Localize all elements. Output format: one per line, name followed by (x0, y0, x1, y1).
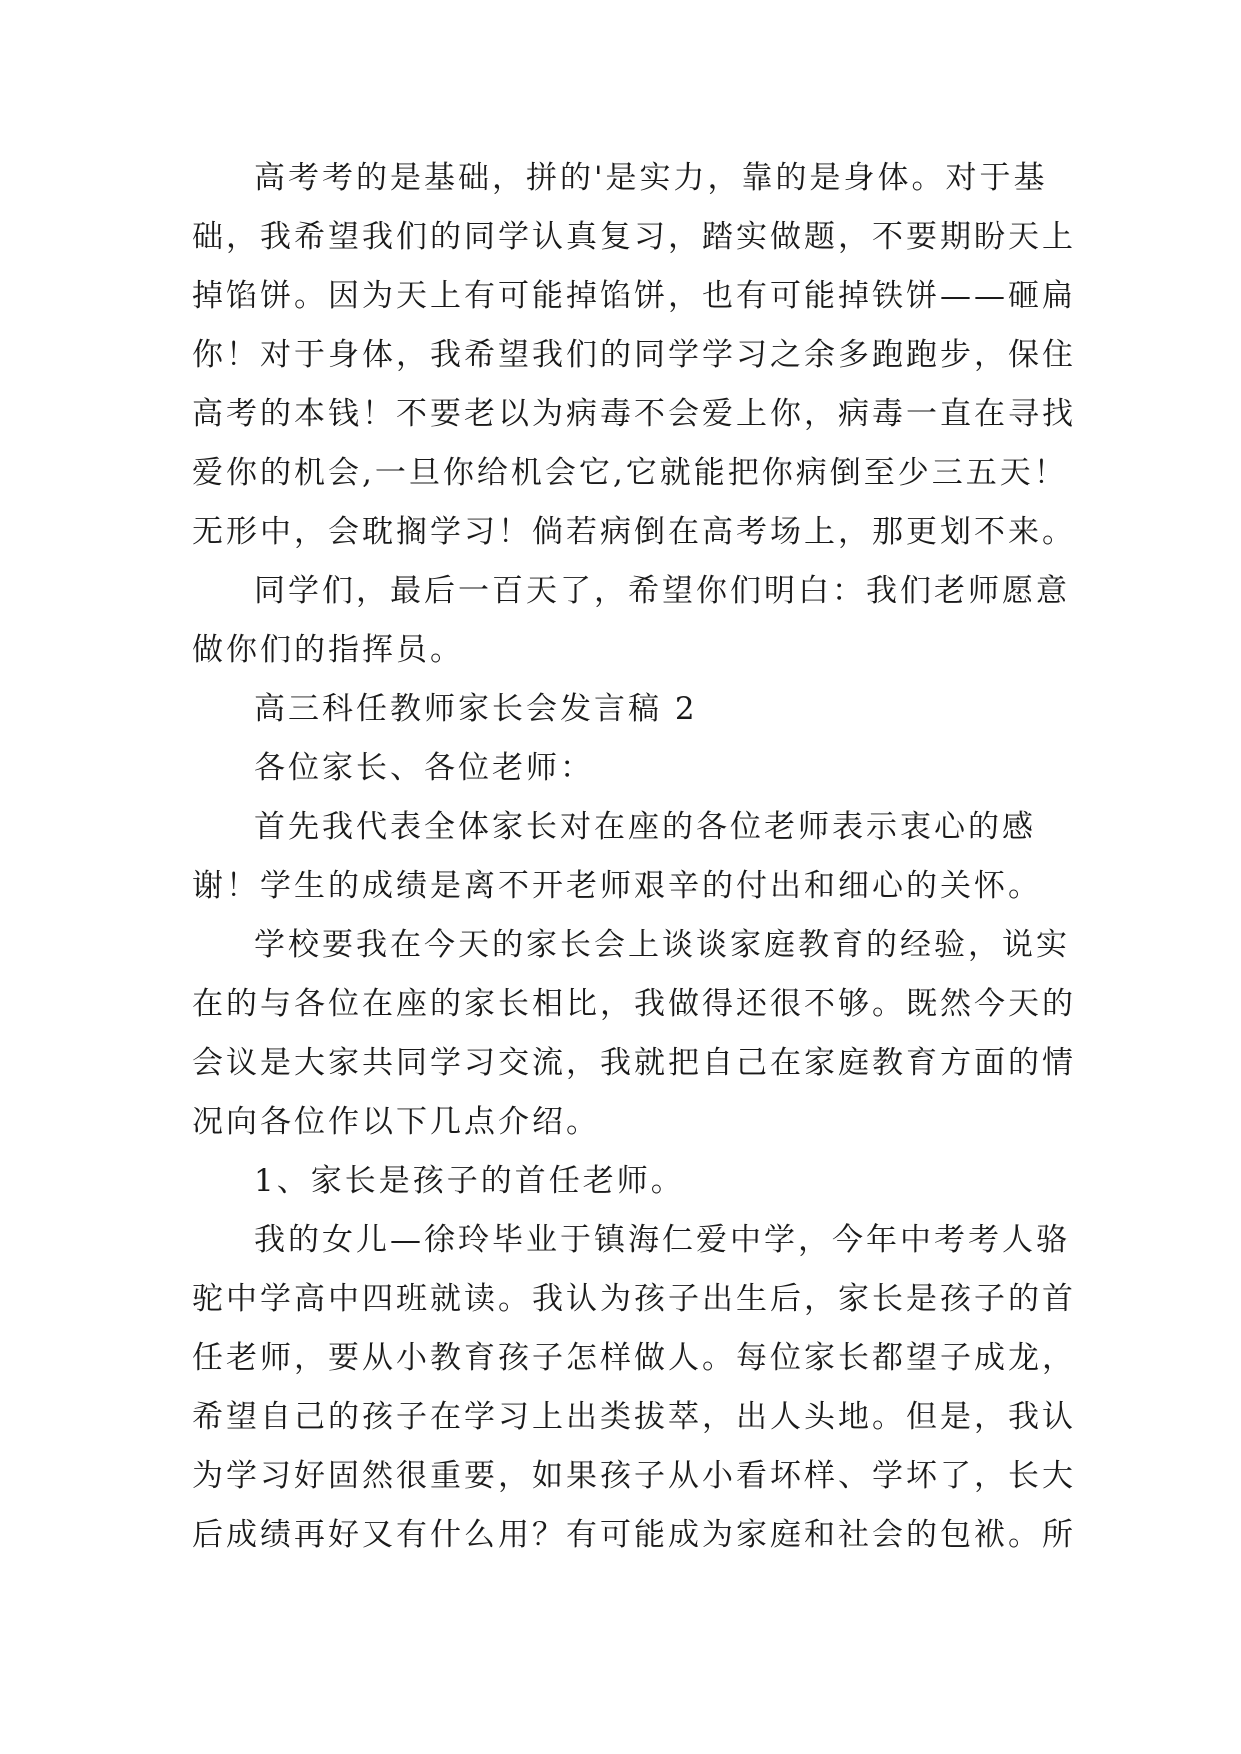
paragraph-line: 会议是大家共同学习交流，我就把自己在家庭教育方面的情 (192, 1045, 1076, 1081)
paragraph-line: 后成绩再好又有什么用？有可能成为家庭和社会的包袱。所 (192, 1517, 1076, 1553)
paragraph-line: 为学习好固然很重要，如果孩子从小看坏样、学坏了，长大 (192, 1458, 1076, 1494)
paragraph-line: 在的与各位在座的家长相比，我做得还很不够。既然今天的 (192, 986, 1076, 1022)
paragraph-line: 掉馅饼。因为天上有可能掉馅饼，也有可能掉铁饼——砸扁 (192, 278, 1076, 314)
paragraph-line: 驼中学高中四班就读。我认为孩子出生后，家长是孩子的首 (192, 1281, 1076, 1317)
paragraph-line: 做你们的指挥员。 (192, 632, 464, 668)
paragraph-line: 况向各位作以下几点介绍。 (192, 1104, 600, 1140)
paragraph-line: 你！对于身体，我希望我们的同学学习之余多跑跑步，保住 (192, 337, 1076, 373)
paragraph-line: 我的女儿—徐玲毕业于镇海仁爱中学，今年中考考人骆 (254, 1222, 1070, 1258)
paragraph-line: 同学们，最后一百天了，希望你们明白：我们老师愿意 (254, 573, 1070, 609)
paragraph-line: 希望自己的孩子在学习上出类拔萃，出人头地。但是，我认 (192, 1399, 1076, 1435)
paragraph-line: 爱你的机会,一旦你给机会它,它就能把你病倒至少三五天！ (192, 455, 1068, 491)
paragraph-line: 谢！学生的成绩是离不开老师艰辛的付出和细心的关怀。 (192, 868, 1042, 904)
paragraph-line: 首先我代表全体家长对在座的各位老师表示衷心的感 (254, 809, 1036, 845)
section-heading: 高三科任教师家长会发言稿 2 (254, 691, 698, 727)
numbered-point: 1、家长是孩子的首任老师。 (254, 1163, 685, 1199)
paragraph-line: 学校要我在今天的家长会上谈谈家庭教育的经验，说实 (254, 927, 1070, 963)
paragraph-line: 高考的本钱！不要老以为病毒不会爱上你，病毒一直在寻找 (192, 396, 1076, 432)
paragraph-line: 任老师，要从小教育孩子怎样做人。每位家长都望子成龙， (192, 1340, 1076, 1376)
salutation: 各位家长、各位老师： (254, 750, 594, 786)
paragraph-line: 无形中，会耽搁学习！倘若病倒在高考场上，那更划不来。 (192, 514, 1076, 550)
paragraph-line: 高考考的是基础，拼的'是实力，靠的是身体。对于基 (254, 160, 1048, 196)
paragraph-line: 础，我希望我们的同学认真复习，踏实做题，不要期盼天上 (192, 219, 1076, 255)
